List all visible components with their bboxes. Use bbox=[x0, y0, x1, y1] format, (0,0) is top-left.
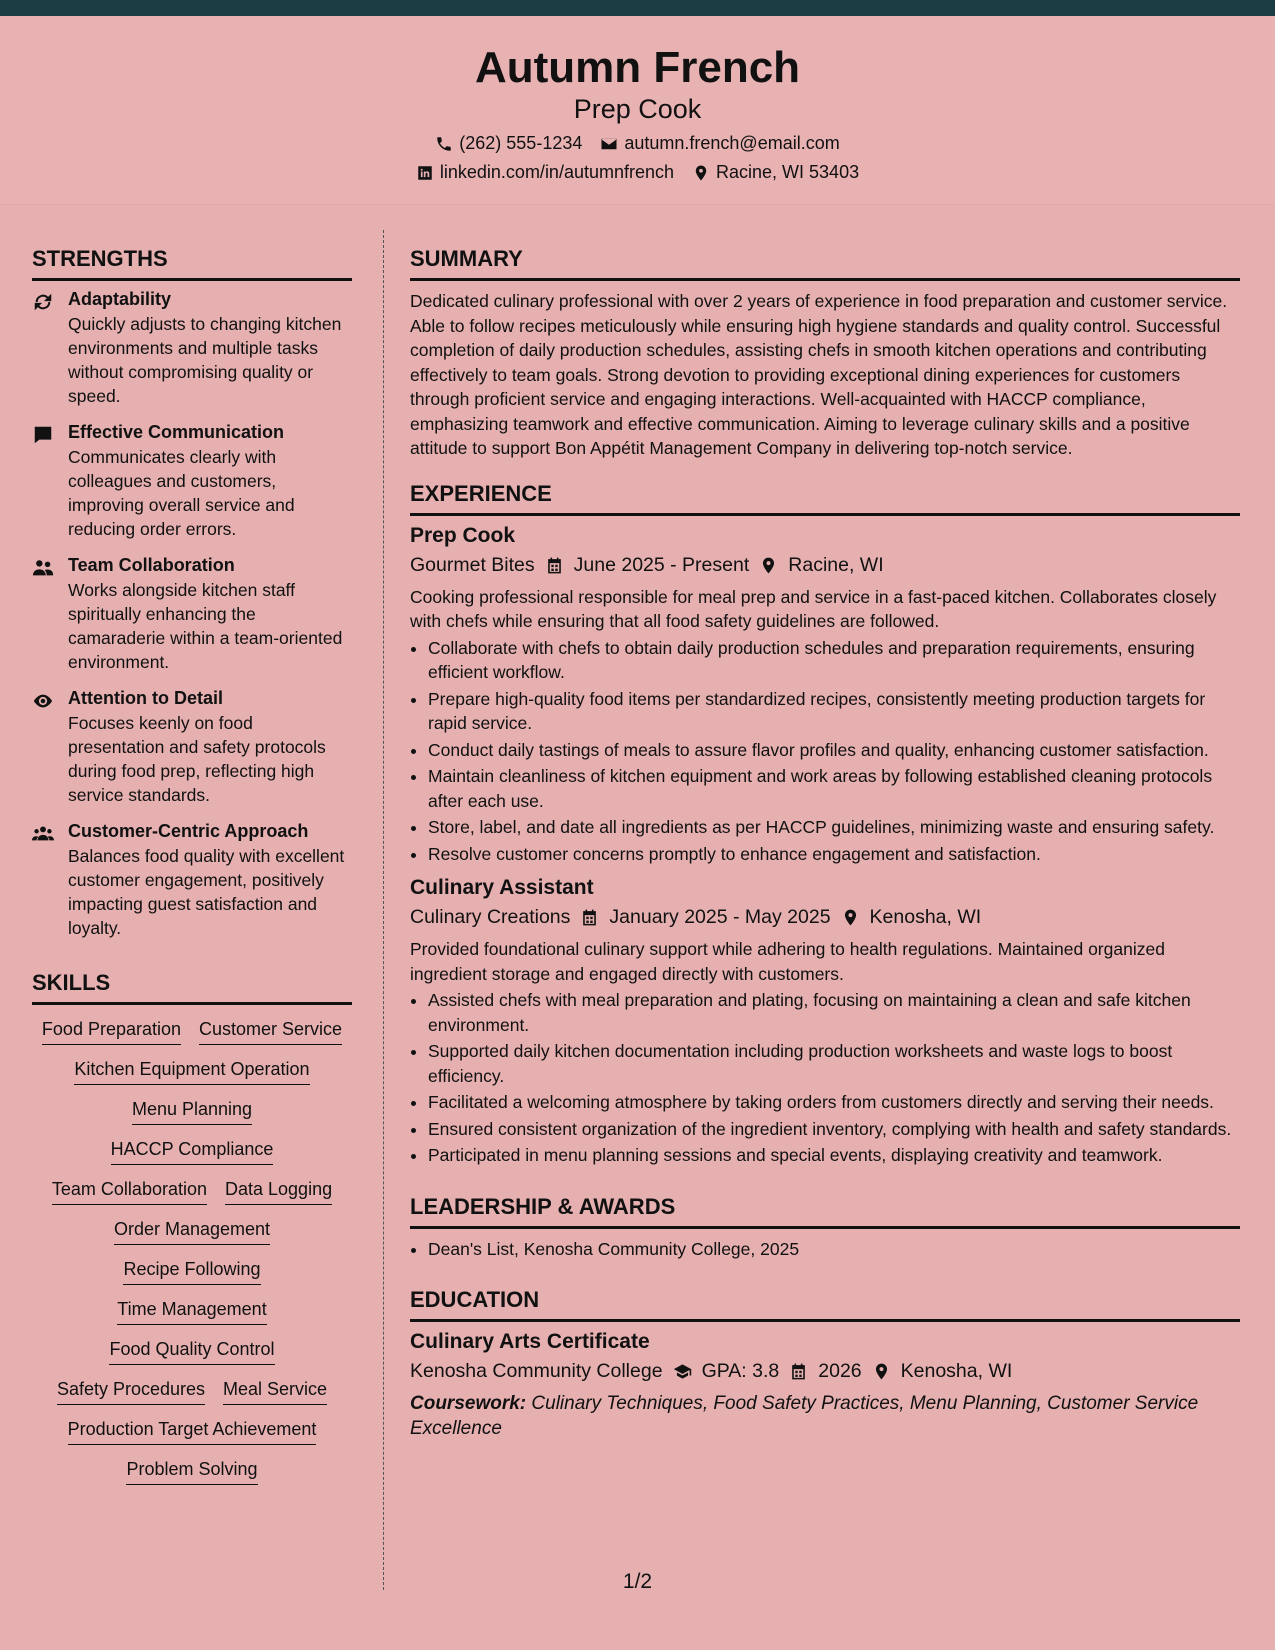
skill-row bbox=[32, 1099, 352, 1125]
skill-tag: Problem Solving bbox=[126, 1459, 257, 1485]
strength-item bbox=[32, 688, 352, 807]
candidate-title: Prep Cook bbox=[573, 94, 702, 125]
strength-description: Focuses keenly on food presentation and safety protocols during food prep, reflecting high service standards. bbox=[68, 713, 326, 805]
job-bullet: • Resolve customer concerns promptly to enhance engagement and satisfaction. bbox=[428, 842, 1240, 867]
strength-title: Customer-Centric Approach bbox=[68, 821, 309, 841]
skill-tag: Recipe Following bbox=[123, 1259, 260, 1285]
job-title: Prep Cook bbox=[410, 523, 516, 547]
education-gpa: GPA: 3.8 bbox=[701, 1360, 780, 1382]
skill-tag: Time Management bbox=[117, 1299, 266, 1325]
coursework-label: Coursework: bbox=[410, 1393, 527, 1414]
strength-item bbox=[32, 555, 352, 674]
skill-row bbox=[32, 1259, 352, 1285]
job-bullet: • Collaborate with chefs to obtain daily production schedules and preparation requirements, ensuring efficient workflow. bbox=[428, 636, 1240, 685]
skill-tag: Menu Planning bbox=[132, 1099, 252, 1125]
strength-title: Effective Communication bbox=[68, 422, 285, 442]
strength-title: Adaptability bbox=[68, 289, 172, 309]
location-text: Racine, WI 53403 bbox=[716, 162, 860, 183]
strength-item bbox=[32, 422, 352, 541]
users-icon bbox=[32, 823, 54, 845]
coursework-text: Culinary Techniques, Food Safety Practices, Menu Planning, Customer Service Excellence bbox=[410, 1393, 1199, 1439]
job-bullet: • Supported daily kitchen documentation including production worksheets and waste logs to boost efficiency. bbox=[428, 1039, 1240, 1088]
job-bullet: • Facilitated a welcoming atmosphere by taking orders from customers directly and serving their needs. bbox=[428, 1090, 1240, 1115]
candidate-name: Autumn French bbox=[474, 43, 801, 92]
summary-heading: SUMMARY bbox=[410, 230, 1240, 281]
job-entry bbox=[410, 876, 1240, 1168]
award-item: • Dean's List, Kenosha Community College, 2025 bbox=[428, 1237, 1240, 1262]
strength-item bbox=[32, 289, 352, 408]
graduation-cap-icon bbox=[673, 1362, 692, 1381]
job-bullet: • Maintain cleanliness of kitchen equipment and work areas by following established cleaning protocols after each use. bbox=[428, 764, 1240, 813]
page-number: 1/2 bbox=[622, 1570, 653, 1593]
calendar-icon bbox=[789, 1362, 808, 1381]
education-heading: EDUCATION bbox=[410, 1271, 1240, 1322]
refresh-icon bbox=[32, 291, 54, 313]
map-pin-icon bbox=[759, 556, 778, 575]
job-description: Provided foundational culinary support while adhering to health regulations. Maintained organized ingredient storage and engaged directly with customers. bbox=[410, 939, 1165, 984]
skills-list bbox=[32, 1013, 352, 1485]
job-bullet: • Assisted chefs with meal preparation and plating, focusing on maintaining a clean and safe kitchen environment. bbox=[428, 988, 1240, 1037]
skill-tag: Food Preparation bbox=[42, 1019, 181, 1045]
skill-row bbox=[32, 1179, 352, 1205]
phone-text: (262) 555-1234 bbox=[459, 133, 583, 154]
skill-row bbox=[32, 1019, 352, 1045]
job-bullet: • Store, label, and date all ingredients as per HACCP guidelines, minimizing waste and ensuring safety. bbox=[428, 815, 1240, 840]
strength-description: Balances food quality with excellent customer engagement, positively impacting guest satisfaction and loyalty. bbox=[68, 846, 345, 938]
job-description: Cooking professional responsible for meal prep and service in a fast-paced kitchen. Collaborates closely with chefs while ensuring that all food safety guidelines are followed. bbox=[410, 586, 1217, 631]
education-school: Kenosha Community College bbox=[410, 1360, 663, 1382]
map-pin-icon bbox=[841, 908, 860, 927]
email-text: autumn.french@email.com bbox=[624, 133, 840, 154]
awards-heading: LEADERSHIP & AWARDS bbox=[410, 1178, 1240, 1229]
strengths-heading: STRENGTHS bbox=[32, 230, 352, 281]
job-bullet: • Conduct daily tastings of meals to assure flavor profiles and quality, enhancing customer satisfaction. bbox=[428, 738, 1240, 763]
skill-tag: HACCP Compliance bbox=[111, 1139, 274, 1165]
skill-tag: Kitchen Equipment Operation bbox=[74, 1059, 309, 1085]
contact-phone bbox=[435, 133, 582, 154]
education-year: 2026 bbox=[818, 1360, 862, 1382]
map-pin-icon bbox=[692, 164, 710, 182]
strengths-list bbox=[32, 289, 352, 940]
job-meta bbox=[410, 906, 1240, 929]
skill-row bbox=[32, 1299, 352, 1325]
summary-text: Dedicated culinary professional with over 2 years of experience in food preparation and customer service. Able to follow recipes meticulously while ensuring high hygiene standards and quality control. Successful completion of daily production schedules, assisting chefs in smooth kitchen operations and contributing effectively to team goals. Strong devotion to providing exceptional dining experiences for customers through proficient service and engaging interactions. Well-acquainted with HACCP compliance, emphasizing teamwork and effective communication. Aiming to leverage culinary skills and a positive attitude to support Bon Appétit Management Company in delivering top-notch service. bbox=[410, 291, 1228, 458]
job-company: Gourmet Bites bbox=[410, 553, 535, 576]
strength-item bbox=[32, 821, 352, 940]
job-location: Racine, WI bbox=[788, 553, 884, 576]
strength-description: Communicates clearly with colleagues and customers, improving overall service and reducing order errors. bbox=[68, 447, 295, 539]
linkedin-text: linkedin.com/in/autumnfrench bbox=[439, 162, 675, 183]
job-meta bbox=[410, 554, 1240, 577]
job-bullets bbox=[410, 636, 1240, 867]
skill-row bbox=[32, 1419, 352, 1445]
left-column bbox=[32, 230, 352, 1499]
job-bullets bbox=[410, 988, 1240, 1168]
skill-tag: Team Collaboration bbox=[52, 1179, 207, 1205]
contact-location bbox=[692, 162, 859, 183]
column-divider bbox=[383, 230, 384, 1590]
skill-tag: Order Management bbox=[114, 1219, 270, 1245]
skill-tag: Data Logging bbox=[225, 1179, 332, 1205]
strength-title: Team Collaboration bbox=[68, 555, 235, 575]
skill-tag: Meal Service bbox=[223, 1379, 327, 1405]
skill-row bbox=[32, 1379, 352, 1405]
skill-row bbox=[32, 1059, 352, 1085]
education-meta bbox=[410, 1360, 1240, 1383]
job-bullet: • Ensured consistent organization of the ingredient inventory, complying with health and safety standards. bbox=[428, 1117, 1240, 1142]
awards-list bbox=[410, 1237, 1240, 1262]
job-entry bbox=[410, 524, 1240, 867]
speech-bubble-icon bbox=[32, 424, 54, 446]
skill-row bbox=[32, 1459, 352, 1485]
strength-title: Attention to Detail bbox=[68, 688, 223, 708]
contact-email[interactable] bbox=[600, 133, 839, 154]
strength-description: Works alongside kitchen staff spiritually enhancing the camaraderie within a team-oriented environment. bbox=[68, 580, 343, 672]
calendar-icon bbox=[545, 556, 564, 575]
skill-tag: Customer Service bbox=[199, 1019, 342, 1045]
strength-description: Quickly adjusts to changing kitchen environments and multiple tasks without compromising quality or speed. bbox=[68, 314, 342, 406]
skill-row bbox=[32, 1139, 352, 1165]
job-title: Culinary Assistant bbox=[410, 876, 594, 899]
education-degree: Culinary Arts Certificate bbox=[410, 1330, 650, 1353]
skill-tag: Safety Procedures bbox=[57, 1379, 205, 1405]
job-company: Culinary Creations bbox=[410, 906, 571, 928]
skill-tag: Food Quality Control bbox=[109, 1339, 274, 1365]
calendar-icon bbox=[580, 908, 599, 927]
right-column bbox=[410, 230, 1240, 1441]
experience-heading: EXPERIENCE bbox=[410, 465, 1240, 516]
linkedin-icon bbox=[416, 164, 434, 182]
skills-heading: SKILLS bbox=[32, 954, 352, 1005]
map-pin-icon bbox=[872, 1362, 891, 1381]
experience-list bbox=[410, 524, 1240, 1168]
eye-icon bbox=[32, 690, 54, 712]
education-location: Kenosha, WI bbox=[900, 1360, 1013, 1382]
job-location: Kenosha, WI bbox=[869, 906, 982, 928]
job-bullet: • Participated in menu planning sessions and special events, displaying creativity and teamwork. bbox=[428, 1143, 1240, 1168]
education-coursework bbox=[410, 1391, 1240, 1441]
skill-tag: Production Target Achievement bbox=[68, 1419, 317, 1445]
user-group-icon bbox=[32, 557, 54, 579]
skill-row bbox=[32, 1339, 352, 1365]
top-accent-bar bbox=[0, 0, 1275, 16]
contact-linkedin[interactable] bbox=[416, 162, 674, 183]
job-dates: June 2025 - Present bbox=[573, 553, 750, 576]
job-dates: January 2025 - May 2025 bbox=[609, 906, 831, 928]
envelope-icon bbox=[600, 135, 618, 153]
skill-row bbox=[32, 1219, 352, 1245]
phone-icon bbox=[435, 135, 453, 153]
job-bullet: • Prepare high-quality food items per standardized recipes, consistently meeting production targets for rapid service. bbox=[428, 687, 1240, 736]
resume-header bbox=[0, 16, 1275, 205]
